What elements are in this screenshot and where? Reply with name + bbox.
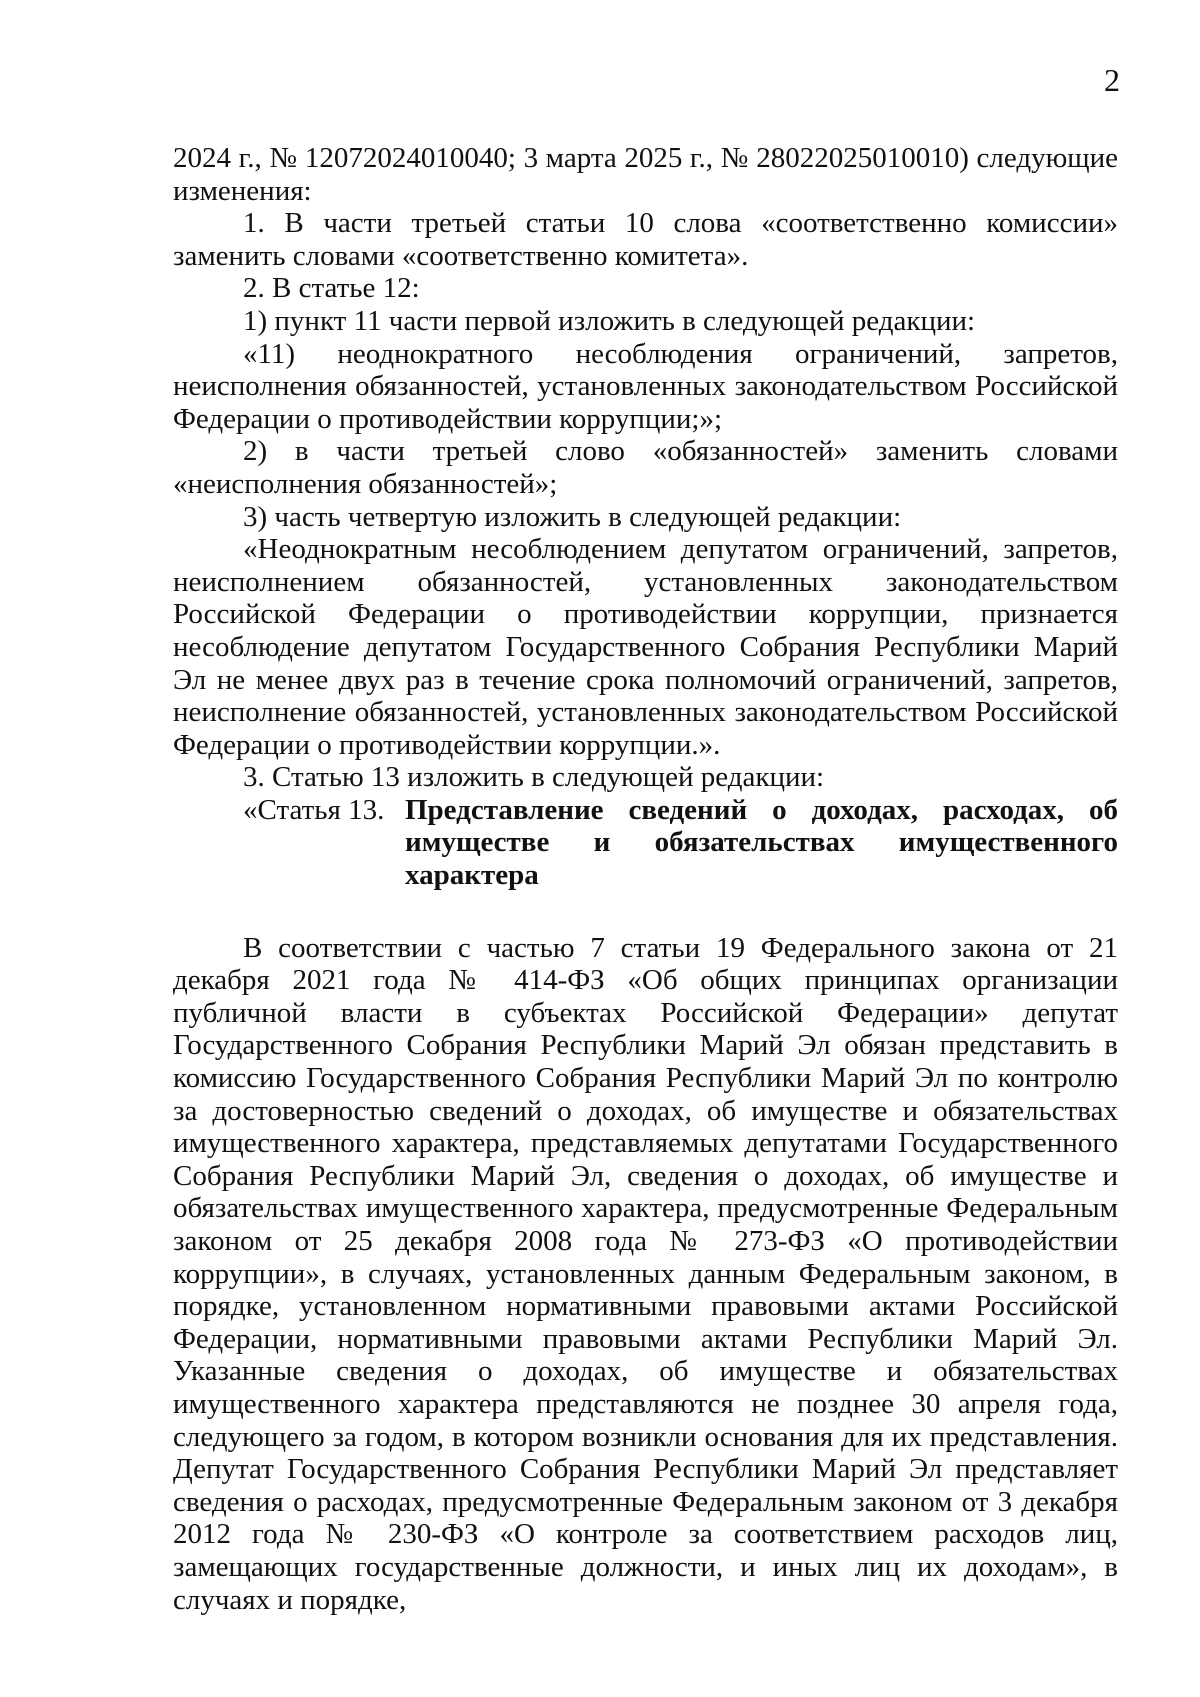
paragraph-subitem-1: 1) пункт 11 части первой изложить в следующей редакции: <box>243 304 976 337</box>
paragraph-item-2: 2. В статье 12: <box>243 272 420 305</box>
document-body <box>173 142 1118 1616</box>
paragraph-quote-part-four: «Неоднократным несоблюдением депутатом ограничений, запретов, неисполнением обязанностей, установленных законодательством Российской Федерации о противодействии коррупции, признается несоблюдение депутатом Государственного Собрания Республики Марий Эл не менее двух раз в течение срока полномочий ограничений, запретов, неисполнение обязанностей, установленных законодательством Российской Федерации о противодействии коррупции.». <box>173 533 1118 761</box>
article-label: «Статья 13. <box>243 793 385 826</box>
paragraph-subitem-3: 3) часть четвертую изложить в следующей редакции: <box>243 500 902 533</box>
paragraph-quote-point-11: «11) неоднократного несоблюдения ограничений, запретов, неисполнения обязанностей, установленных законодательством Российской Федерации о противодействии коррупции;»; <box>173 337 1118 435</box>
spacer <box>173 892 1118 932</box>
article-body-paragraph: В соответствии с частью 7 статьи 19 Федерального закона от 21 декабря 2021 года № 414-ФЗ «Об общих принципах организации публичной власти в субъектах Российской Федерации» депутат Государственного Собрания Республики Марий Эл обязан представить в комиссию Государственного Собрания Республики Марий Эл по контролю за достоверностью сведений о доходах, об имуществе и обязательствах имущественного характера, представляемых депутатами Государственного Собрания Республики Марий Эл, сведения о доходах, об имуществе и обязательствах имущественного характера, предусмотренные Федеральным законом от 25 декабря 2008 года № 273-ФЗ «О противодействии коррупции», в случаях, установленных данным Федеральным законом, в порядке, установленном нормативными правовыми актами Российской Федерации, нормативными правовыми актами Республики Марий Эл. Указанные сведения о доходах, об имуществе и обязательствах имущественного характера представляются не позднее 30 апреля года, следующего за годом, в котором возникли основания для их представления. Депутат Государственного Собрания Республики Марий Эл представляет сведения о расходах, предусмотренные Федеральным законом от 3 декабря 2012 года № 230-ФЗ «О контроле за соответствием расходов лиц, замещающих государственные должности, и иных лиц их доходам», в случаях и порядке, <box>173 931 1118 1616</box>
article-heading <box>173 794 1118 892</box>
page-number: 2 <box>1104 62 1120 98</box>
paragraph-subitem-2: 2) в части третьей слово «обязанностей» заменить словами «неисполнения обязанностей»; <box>173 435 1118 500</box>
paragraph-item-3: 3. Статью 13 изложить в следующей редакции: <box>243 761 825 794</box>
paragraph-item-1: 1. В части третьей статьи 10 слова «соответственно комиссии» заменить словами «соответственно комитета». <box>173 207 1118 272</box>
paragraph-continuation: 2024 г., № 12072024010040; 3 марта 2025 г., № 28022025010010) следующие изменения: <box>173 142 1118 207</box>
article-title: Представление сведений о доходах, расходах, об имуществе и обязательствах имущественного характера <box>405 793 1118 892</box>
